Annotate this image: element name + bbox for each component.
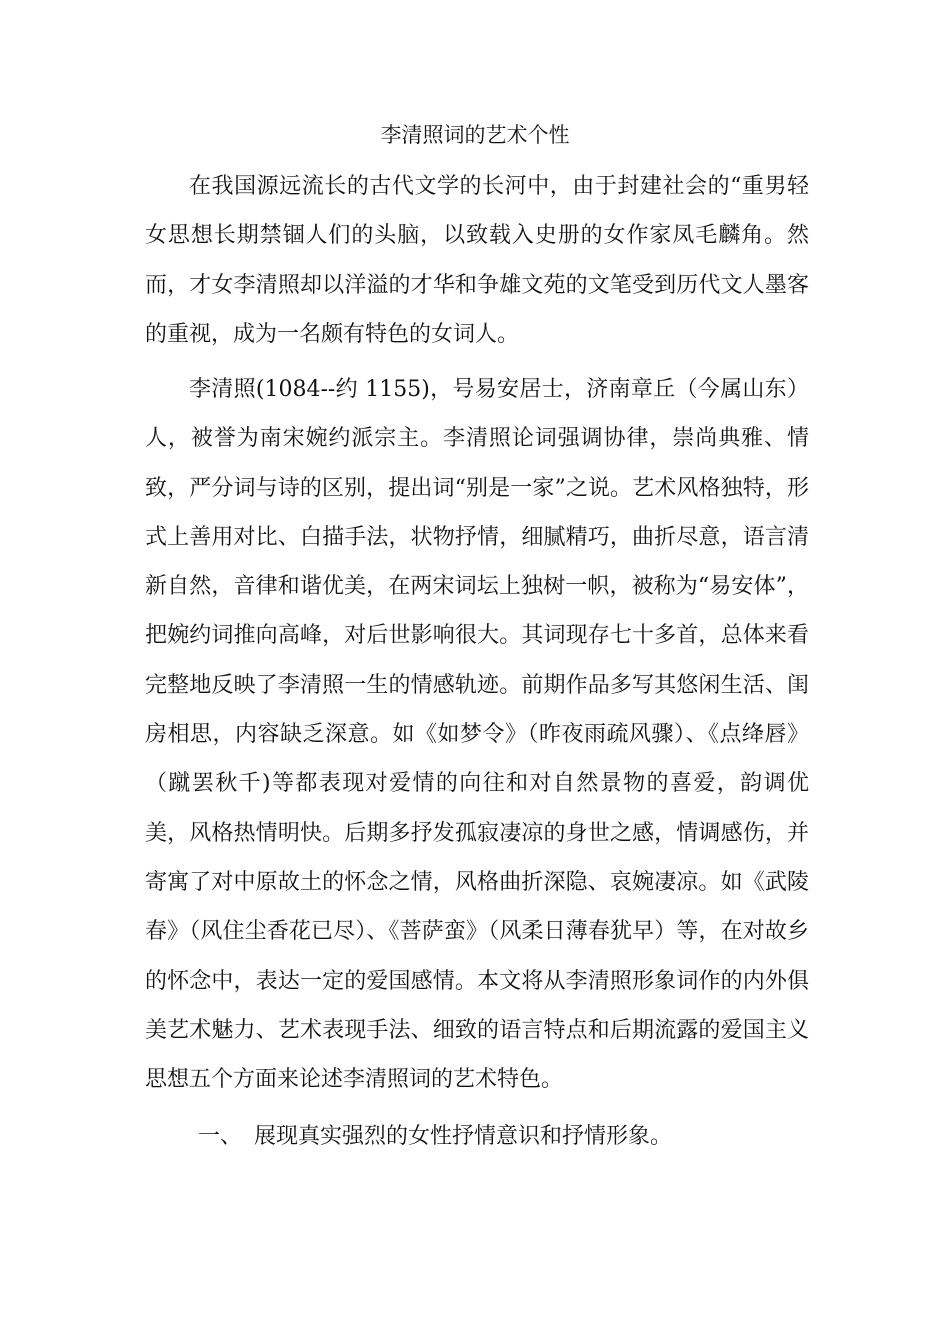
document-title: 李清照词的艺术个性 xyxy=(380,123,570,147)
intro-paragraph: 在我国源远流长的古代文学的长河中，由于封建社会的“重男轻女思想长期禁锢人们的头脑，以致载入史册的女作家凤毛麟角。然而，才女李清照却以洋溢的才华和争雄文苑的文笔受到历代文人墨客的重视，成为一名颇有特色的女词人。 xyxy=(145,174,809,347)
biography-paragraph: 李清照(1084--约 1155)，号易安居士，济南章丘（今属山东）人，被誉为南宋婉约派宗主。李清照论词强调协律，崇尚典雅、情致，严分词与诗的区别，提出词“别是一家”之说。艺术风格独特，形式上善用对比、白描手法，状物抒情，细腻精巧，曲折尽意，语言清新自然，音律和谐优美，在两宋词坛上独树一帜，被称为“易安体”，把婉约词推向高峰，对后世影响很大。其词现存七十多首，总体来看完整地反映了李清照一生的情感轨迹。前期作品多写其悠闲生活、闺房相思，内容缺乏深意。如《如梦令》（昨夜雨疏风骤）、《点绛唇》（蹴罢秋千)等都表现对爱情的向往和对自然景物的喜爱，韵调优美，风格热情明快。后期多抒发孤寂凄凉的身世之感，情调感伤，并寄寓了对中原故土的怀念之情，风格曲折深隐、哀婉凄凉。如《武陵春》（风住尘香花已尽）、《菩萨蛮》（风柔日薄春犹早）等，在对故乡的怀念中，表达一定的爱国感情。本文将从李清照形象词作的内外俱美艺术魅力、艺术表现手法、细致的语言特点和后期流露的爱国主义思想五个方面来论述李清照词的艺术特色。 xyxy=(145,377,809,1093)
section-number: 一、 xyxy=(198,1124,243,1149)
section-heading xyxy=(198,1112,672,1161)
section-title: 展现真实强烈的女性抒情意识和抒情形象。 xyxy=(254,1124,673,1149)
